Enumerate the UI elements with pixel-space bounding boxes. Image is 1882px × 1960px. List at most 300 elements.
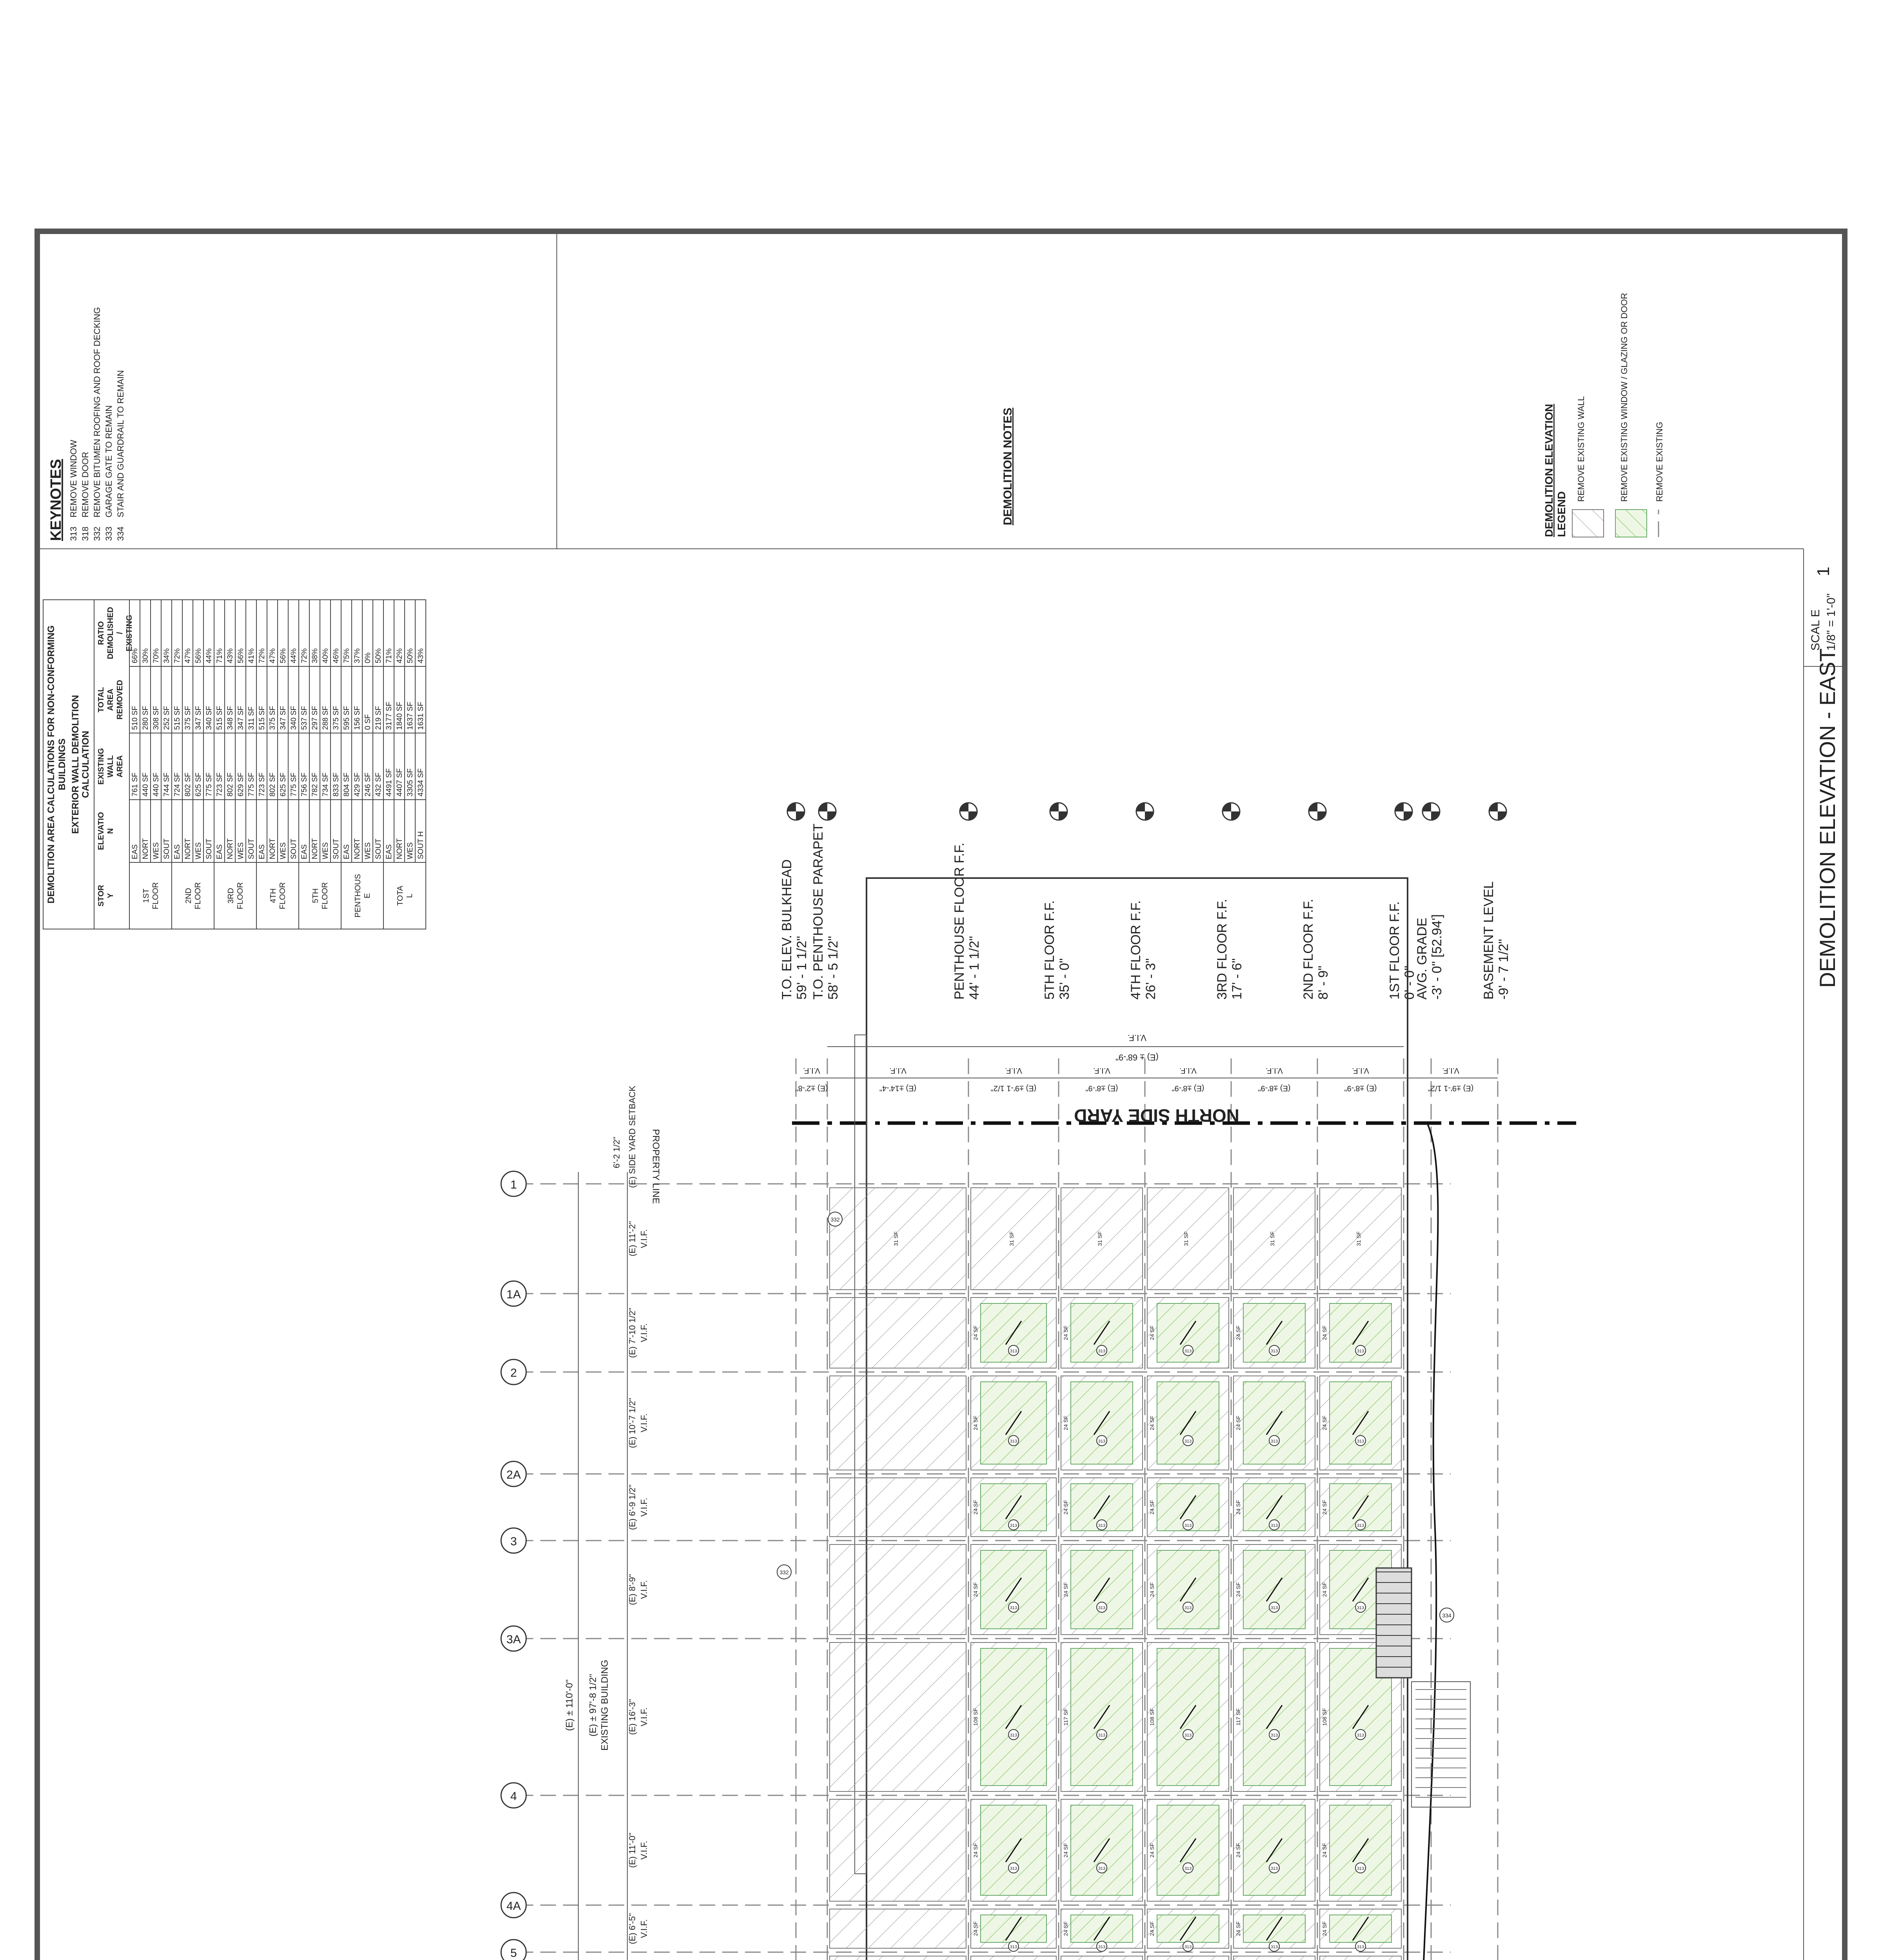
table-story: 5TH [311,888,320,903]
table-header: REMOVED [116,680,124,720]
table-cell: 44% [290,648,298,663]
area-label: 24 SF [1149,1416,1155,1430]
grid-label: 3 [510,1535,517,1548]
table-cell: WES [279,842,287,859]
table-cell: 56% [279,648,287,663]
table-cell: WES [194,842,203,859]
table-story: L [405,893,414,898]
area-label: 108 SF [1149,1708,1155,1726]
dimension-text: (E) 16'-3" [627,1699,637,1735]
table-cell: 375 SF [332,706,340,730]
area-label: 24 SF [1235,1843,1241,1858]
area-label: 24 SF [1321,1921,1328,1936]
dimension-text: (E) SIDE YARD SETBACK [627,1085,637,1188]
table-cell: 43% [226,648,234,663]
area-label: 24 SF [1321,1500,1328,1515]
keynote-tag-text: 313 [1010,1733,1017,1738]
area-label: 24 SF [1063,1921,1069,1936]
table-cell: 440 SF [152,772,160,797]
keynotes-title: KEYNOTES [48,459,64,541]
table-cell: 775 SF [247,772,256,797]
table-cell: 625 SF [194,772,203,797]
keynote-tag-text: 313 [1098,1606,1106,1610]
table-story: 2ND [184,887,193,904]
table-cell: 1631 SF [417,702,425,730]
area-label: 24 SF [1321,1325,1328,1340]
vif-text: V.I.F. [639,1707,649,1727]
keynotes [48,307,125,541]
table-cell: 537 SF [300,706,309,730]
vif-text: V.I.F. [639,1580,649,1599]
table-cell: 440 SF [142,772,150,797]
level-dimension-text: (E) ±8'-9" [1344,1084,1377,1093]
table-story: 3RD [227,887,235,904]
table-cell: 833 SF [332,772,340,797]
wall-demo-area [830,1544,966,1635]
area-label: 24 SF [1149,1500,1155,1515]
dimension-text: (E) 7'-10 1/2" [627,1307,637,1358]
table-cell: 1637 SF [406,702,414,730]
table-cell: 37% [353,648,362,663]
keynote-tag-text: 313 [1010,1945,1017,1949]
overall-dimension-sub: EXISTING BUILDING [599,1659,610,1751]
table-cell: 756 SF [300,772,309,797]
table-cell: SOUT [332,838,340,859]
keynote-number: 318 [80,526,90,541]
wall-demo-area [830,1298,966,1368]
table-cell: WES [152,842,160,859]
keynote-tag-text: 313 [1357,1349,1364,1354]
table-story: 1ST [142,888,151,903]
area-label: 24 SF [1063,1500,1069,1515]
table-cell: 347 SF [279,706,287,730]
table-cell: 156 SF [353,706,362,730]
area-label: 24 SF [1149,1582,1155,1597]
table-cell: NORT [269,838,277,859]
level-dimension-text: (E) ±9'-1 1/2" [1428,1084,1474,1093]
table-cell: WES [364,842,372,859]
wall-demo-area [1061,1956,1143,1960]
level-elevation: 26' - 3" [1143,958,1158,1000]
vif-text: V.I.F. [1179,1066,1197,1075]
level-dimension-text: (E) ±8'-9" [1172,1084,1204,1093]
area-label: 31 SF [1008,1231,1015,1246]
north-side-yard-label: NORTH SIDE YARD [1074,1105,1239,1126]
table-cell: 3305 SF [406,768,414,797]
table-cell: 311 SF [247,706,256,730]
table-cell: 340 SF [290,706,298,730]
keynote-tag-text: 313 [1357,1733,1364,1738]
table-cell: 34% [163,648,171,663]
keynote-tag-text: 313 [1270,1733,1278,1738]
grid-label: 2 [510,1367,517,1379]
wall-demo-area [1147,1956,1229,1960]
table-cell: 775 SF [290,772,298,797]
table-cell: 38% [311,648,319,663]
table-cell: SOUT [163,838,171,859]
table-cell: 432 SF [374,772,383,797]
keynote-tag-text: 313 [1357,1866,1364,1871]
keynote-tag-text: 313 [1098,1349,1106,1354]
table-cell: 56% [194,648,203,663]
grid-label: 4 [510,1790,517,1803]
keynote-tag-text: 313 [1357,1523,1364,1528]
legend-item-window: REMOVE EXISTING WINDOW / GLAZING OR DOOR [1619,293,1629,502]
table-story: FLOOR [194,882,202,909]
grid-label: 5 [510,1947,517,1960]
table-cell: 375 SF [269,706,277,730]
table-cell: 1840 SF [396,702,404,730]
table-story: FLOOR [321,882,329,909]
table-cell: 72% [258,648,266,663]
wall-demo-area [971,1956,1056,1960]
level-name: AVG. GRADE [1415,917,1430,1000]
vif-text: V.I.F. [639,1323,649,1343]
vif-text: V.I.F. [1005,1066,1022,1075]
table-cell: 47% [184,648,192,663]
keynote-tag-text: 332 [830,1216,840,1223]
table-cell: 595 SF [343,706,351,730]
keynote-tag-text: 313 [1098,1733,1106,1738]
grade-line [1419,1123,1438,1960]
vif-text: V.I.F. [639,1413,649,1433]
grid-label: 1 [510,1178,517,1191]
table-cell: NORT [142,838,150,859]
keynote-tag-text: 313 [1184,1349,1192,1354]
table-story: FLOOR [278,882,287,909]
vif-text: V.I.F. [803,1066,820,1075]
table-header: TOTAL [97,687,105,713]
legend [1543,293,1664,537]
demolition-area-table [43,600,426,929]
table-cell: 744 SF [163,772,171,797]
table-cell: 280 SF [142,706,150,730]
table-cell: SOUT [374,838,383,859]
keynote-tag-text: 313 [1010,1523,1017,1528]
vif-text: V.I.F. [1127,1033,1147,1043]
area-label: 117 SF [1063,1708,1069,1726]
table-cell: EAS [385,844,393,859]
table-cell: 802 SF [184,772,192,797]
overall-dimension: (E) ± 110'-0" [564,1679,575,1731]
area-label: 24 SF [972,1921,979,1936]
keynote-text: GARAGE GATE TO REMAIN [104,405,114,517]
dimension-text: (E) 8'-9" [627,1574,637,1605]
grid-label: 2A [506,1468,521,1481]
wall-demo-area [830,1642,966,1791]
table-cell: 30% [142,648,150,663]
level-overall-dimension: (E) ± 68'-9" [1115,1053,1159,1062]
keynote-tag-text: 313 [1270,1866,1278,1871]
table-subtitle-1: EXTERIOR WALL DEMOLITION [70,695,81,834]
table-cell: SOUT [290,838,298,859]
level-elevation: 8' - 9" [1316,965,1331,1000]
table-cell: 297 SF [311,706,319,730]
table-header: EXISTING [97,748,105,785]
level-name: 5TH FLOOR F.F. [1042,900,1057,1000]
level-name: PENTHOUSE FLOOR F.F. [952,842,967,1000]
table-cell: 46% [332,648,340,663]
table-header: AREA [106,688,115,711]
keynote-tag-text: 313 [1357,1945,1364,1949]
table-header: N [106,828,115,834]
grid-label: 3A [506,1633,521,1646]
area-label: 24 SF [1063,1843,1069,1858]
wall-demo-area [830,1956,966,1960]
table-cell: NORT [353,838,362,859]
area-label: 24 SF [1063,1325,1069,1340]
area-label: 24 SF [1063,1582,1069,1597]
grid-label: 4A [506,1900,521,1913]
table-header: Y [106,893,115,898]
level-elevation: -9' - 7 1/2" [1496,939,1511,1000]
keynote-text: STAIR AND GUARDRAIL TO REMAIN [116,370,125,517]
keynote-number: 333 [104,526,114,541]
vif-text: V.I.F. [1266,1066,1283,1075]
table-cell: 219 SF [374,706,383,730]
table-header: / [116,632,124,634]
dimension-text: (E) 6'-5" [627,1913,637,1944]
area-label: 24 SF [1321,1582,1328,1597]
table-story: FLOOR [236,882,245,909]
table-cell: 50% [374,648,383,663]
vif-text: V.I.F. [639,1840,649,1860]
table-story: E [363,893,372,898]
level-elevation: 0' - 0" [1402,965,1417,1000]
table-cell: WES [322,842,330,859]
dimension-text: 6'-2 1/2" [612,1136,621,1169]
keynote-number: 332 [92,526,102,541]
table-cell: 775 SF [205,772,213,797]
table-cell: 340 SF [205,706,213,730]
keynote-tag-text: 313 [1098,1439,1106,1444]
table-cell: 4407 SF [396,768,404,797]
area-label: 108 SF [972,1708,979,1726]
table-story: PENTHOUS [354,874,362,918]
table-cell: 0 SF [364,714,372,730]
dimension-text: (E) 11'-2" [627,1221,637,1256]
area-label: 24 SF [1063,1416,1069,1430]
table-cell: 348 SF [226,706,234,730]
demolition-notes-title: DEMOLITION NOTES [1001,408,1014,525]
table-cell: 347 SF [194,706,203,730]
table-cell: EAS [258,844,266,859]
area-label: 24 SF [1149,1843,1155,1858]
keynote-number: 334 [116,526,125,541]
legend-title-1: DEMOLITION ELEVATION [1543,404,1555,537]
area-label: 24 SF [972,1843,979,1858]
keynote-number: 313 [69,526,78,541]
level-dimension-text: (E) ±14'-4" [879,1084,917,1093]
keynote-tag-text: 313 [1098,1866,1106,1871]
level-dimension-text: (E) ±8'-9" [1085,1084,1118,1093]
level-dimension-text: (E) ±2'-8" [795,1084,828,1093]
keynote-tag-text: 313 [1010,1439,1017,1444]
keynote-tag-text: 313 [1184,1606,1192,1610]
table-cell: 802 SF [226,772,234,797]
table-cell: 50% [406,648,414,663]
table-header: ELEVATIO [97,812,105,850]
dimension-text: (E) 6'-9 1/2" [627,1485,637,1530]
area-label: 24 SF [1321,1416,1328,1430]
keynote-tag-text: 332 [779,1569,789,1575]
table-cell: NORT [311,838,319,859]
table-cell: SOUT H [417,831,425,859]
table-cell: WES [406,842,414,859]
overall-dimension-sub: (E) ± 97'-8 1/2" [588,1674,598,1737]
table-cell: 429 SF [353,772,362,797]
vif-text: V.I.F. [639,1497,649,1517]
table-header: RATIO [97,621,105,645]
table-cell: 510 SF [131,706,139,730]
area-label: 24 SF [972,1500,979,1515]
table-cell: 70% [152,648,160,663]
area-label: 24 SF [972,1582,979,1597]
level-dimension-text: (E) ±9'-1 1/2" [990,1084,1037,1093]
table-cell: 761 SF [131,772,139,797]
table-cell: 629 SF [237,772,245,797]
table-cell: 56% [237,648,245,663]
keynote-tag-text: 313 [1010,1606,1017,1610]
level-name: BASEMENT LEVEL [1481,881,1496,1000]
table-cell: 66% [131,648,139,663]
table-cell: 246 SF [364,772,372,797]
vif-text: V.I.F. [1352,1066,1369,1075]
level-elevation: -3' - 0" [52.94'] [1430,914,1444,1000]
keynote-tag-text: 313 [1010,1866,1017,1871]
keynote-tag-text: 313 [1270,1349,1278,1354]
keynote-tag-text: 313 [1184,1866,1192,1871]
property-line-label: PROPERTY LINE [650,1129,661,1204]
wall-demo-area [830,1478,966,1537]
keynote-text: REMOVE BITUMEN ROOFING AND ROOF DECKING [92,307,102,517]
table-cell: EAS [343,844,351,859]
area-label: 24 SF [1149,1325,1155,1340]
drawing-number: 1 [1814,566,1833,576]
table-cell: 734 SF [322,772,330,797]
level-elevation: 35' - 0" [1057,958,1072,1000]
table-cell: 252 SF [163,706,171,730]
wall-demo-area [830,1376,966,1470]
area-label: 24 SF [1149,1921,1155,1936]
keynote-tag-text: 313 [1184,1523,1192,1528]
vif-text: V.I.F. [639,1229,649,1249]
table-cell: 804 SF [343,772,351,797]
keynote-tag-text: 313 [1357,1606,1364,1610]
level-name: T.O. PENTHOUSE PARAPET [811,823,826,1000]
table-cell: WES [237,842,245,859]
table-cell: 308 SF [152,706,160,730]
east-elevation [501,803,1576,1960]
table-cell: 43% [417,648,425,663]
keynote-text: REMOVE DOOR [80,452,90,517]
vif-text: V.I.F. [889,1066,906,1075]
area-label: 24 SF [1235,1582,1241,1597]
keynote-tag-text: 313 [1270,1439,1278,1444]
table-cell: 44% [205,648,213,663]
garage-gate [1412,1682,1470,1807]
table-cell: NORT [226,838,234,859]
table-cell: 72% [300,648,309,663]
level-name: 4TH FLOOR F.F. [1128,900,1143,1000]
scale-label: SCAL E [1809,609,1822,651]
area-label: 31 SF [1183,1231,1189,1246]
area-label: 108 SF [1321,1708,1328,1726]
stair-guardrail [1376,1568,1412,1678]
level-elevation: 58' - 5 1/2" [826,936,841,1000]
table-cell: EAS [131,844,139,859]
keynote-tag-text: 313 [1270,1523,1278,1528]
wall-demo-area [830,1909,966,1948]
table-cell: 625 SF [279,772,287,797]
table-header: EXISTING [125,615,134,652]
table-cell: 0% [364,652,372,663]
table-cell: NORT [184,838,192,859]
dimension-text: (E) 10'-7 1/2" [627,1397,637,1448]
vif-text: V.I.F. [1093,1066,1110,1075]
level-elevation: 17' - 6" [1230,958,1244,1000]
area-label: 31 SF [1355,1231,1362,1246]
keynote-tag-text: 313 [1098,1523,1106,1528]
table-header: AREA [116,755,124,778]
keynote-tag-text: 313 [1098,1945,1106,1949]
table-cell: EAS [300,844,309,859]
table-cell: 347 SF [237,706,245,730]
table-cell: 4491 SF [385,768,393,797]
level-elevation: 59' - 1 1/2" [794,936,809,1000]
table-title-1: DEMOLITION AREA CALCULATIONS FOR NON-CONFORMING [46,625,56,904]
area-label: 24 SF [972,1325,979,1340]
area-label: 24 SF [1235,1416,1241,1430]
level-name: 3RD FLOOR F.F. [1215,899,1230,1000]
wall-demo-area [830,1799,966,1901]
keynote-tag-text: 313 [1184,1733,1192,1738]
area-label: 24 SF [1235,1921,1241,1936]
keynote-tag-text: 313 [1184,1439,1192,1444]
table-cell: 515 SF [173,706,182,730]
legend-item-existing: REMOVE EXISTING [1655,421,1664,502]
table-cell: 515 SF [216,706,224,730]
table-story: FLOOR [151,882,160,909]
area-label: 24 SF [1321,1843,1328,1858]
dimension-text: (E) 11'-0" [627,1833,637,1868]
keynote-text: REMOVE WINDOW [69,440,78,517]
legend-item-wall: REMOVE EXISTING WALL [1576,396,1586,502]
table-cell: 375 SF [184,706,192,730]
vif-text: V.I.F. [1442,1066,1459,1075]
table-header: WALL [106,755,115,778]
table-cell: 40% [322,648,330,663]
vif-text: V.I.F. [639,1919,649,1938]
table-cell: 71% [216,648,224,663]
level-name: T.O. ELEV. BULKHEAD [779,859,794,1000]
table-cell: SOUT [247,838,256,859]
table-cell: EAS [173,844,182,859]
table-cell: 4334 SF [417,768,425,797]
table-cell: 723 SF [258,772,266,797]
table-cell: 802 SF [269,772,277,797]
table-cell: 42% [396,648,404,663]
area-label: 31 SF [1269,1231,1275,1246]
table-story: TOTA [396,886,405,906]
table-cell: EAS [216,844,224,859]
table-cell: 782 SF [311,772,319,797]
title-block [1804,567,1845,988]
table-cell: 288 SF [322,706,330,730]
table-header: STOR [97,885,105,907]
table-cell: 723 SF [216,772,224,797]
legend-title-2: LEGEND [1555,491,1568,537]
